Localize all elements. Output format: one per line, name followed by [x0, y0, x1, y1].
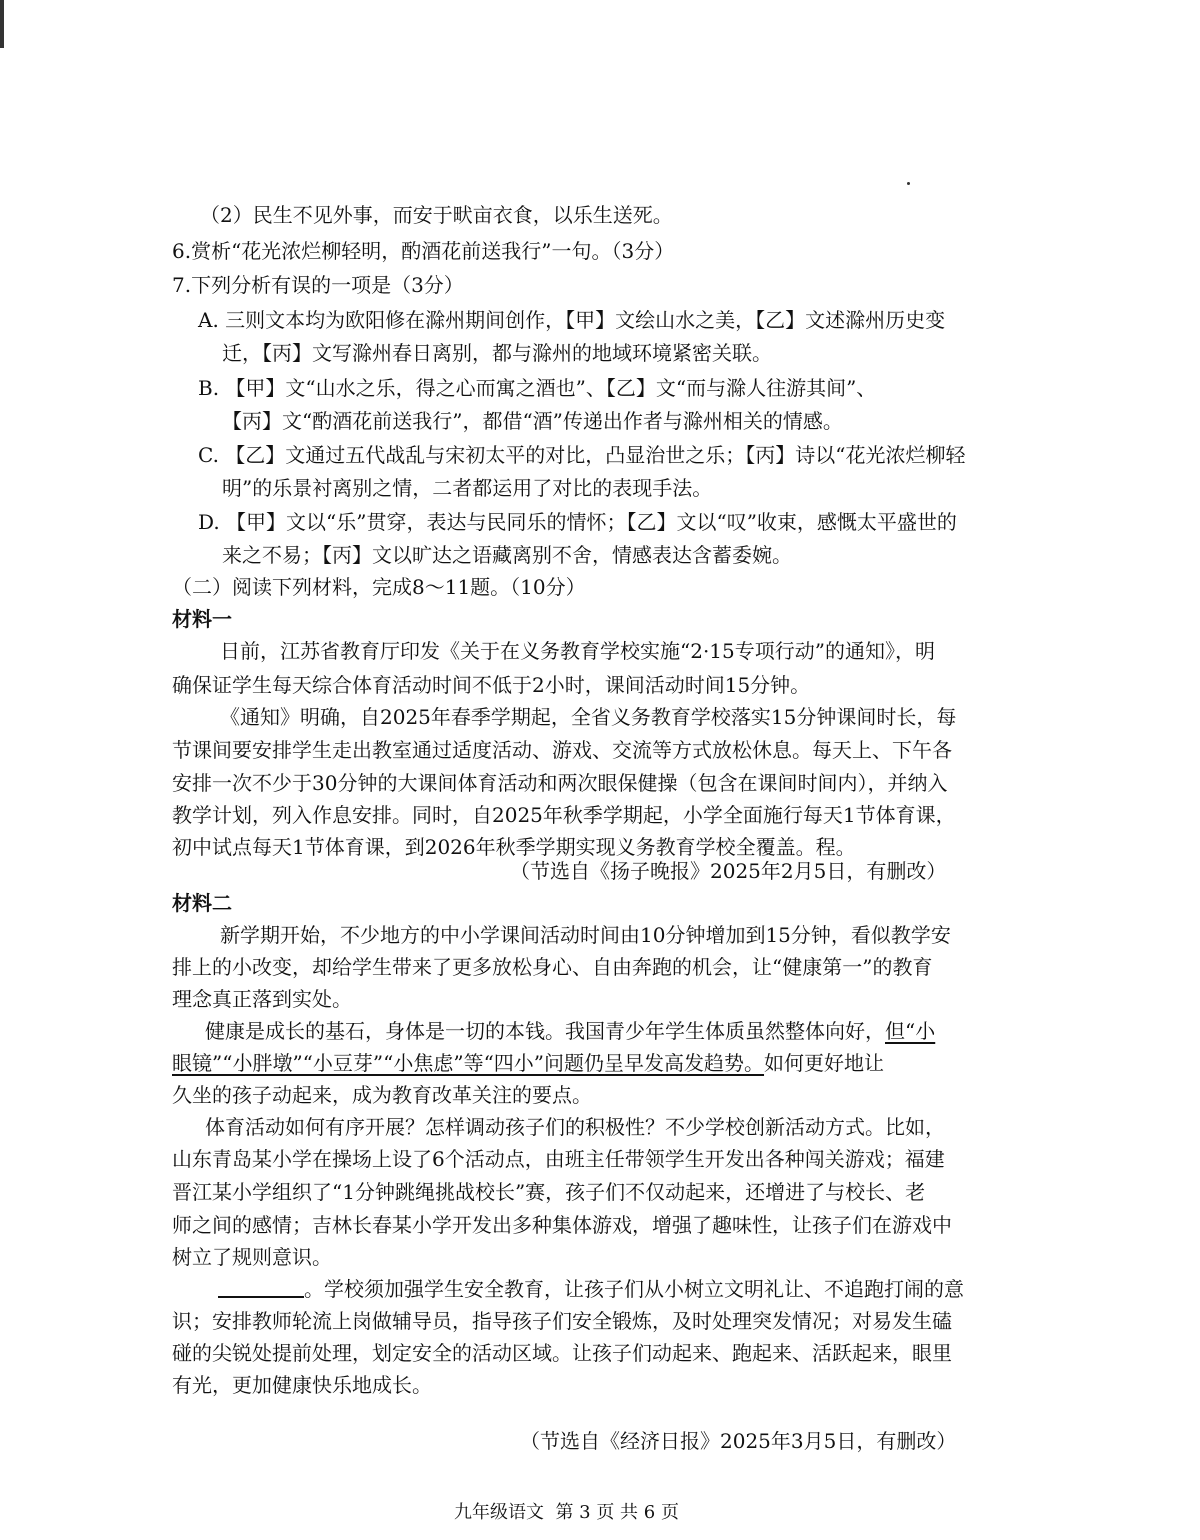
material-two-line: 晋江某小学组织了“1分钟跳绳挑战校长”赛，孩子们不仅动起来，还增进了与校长、老: [172, 1180, 926, 1204]
material-two-line: 体育活动如何有序开展？怎样调动孩子们的积极性？不少学校创新活动方式。比如，: [205, 1115, 945, 1139]
material-one-source: （节选自《扬子晚报》2025年2月5日，有删改）: [510, 859, 947, 883]
material-two-line: 理念真正落到实处。: [172, 987, 352, 1011]
fill-in-blank[interactable]: [218, 1274, 304, 1298]
option-b-line1: B. 【甲】文“山水之乐，得之心而寓之酒也”、【乙】文“而与滁人往游其间”、: [198, 376, 877, 400]
material-two-line: 有光，更加健康快乐地成长。: [172, 1373, 432, 1397]
material-two-line: 排上的小改变，却给学生带来了更多放松身心、自由奔跑的机会，让“健康第一”的教育: [172, 955, 933, 979]
material-two-line: 师之间的感情；吉林长春某小学开发出多种集体游戏，增强了趣味性，让孩子们在游戏中: [172, 1213, 952, 1237]
material-two-text: 如何更好地让: [764, 1051, 885, 1075]
option-d-line2: 来之不易；【丙】文以旷达之语藏离别不舍，情感表达含蓄委婉。: [222, 543, 792, 567]
page-footer: 九年级语文 第 3 页 共 6 页: [454, 1502, 679, 1523]
option-c-line2: 明”的乐景衬离别之情，二者都运用了对比的表现手法。: [222, 476, 713, 500]
material-two-line: [218, 1274, 964, 1304]
material-two-line: 树立了规则意识。: [172, 1245, 332, 1269]
material-two-line: 久坐的孩子动起来，成为教育改革关注的要点。: [172, 1083, 592, 1107]
underlined-sentence: 但“小: [885, 1019, 936, 1043]
section-two-heading: （二）阅读下列材料，完成8～11题。（10分）: [172, 575, 586, 599]
option-b-line2: 【丙】文“酌酒花前送我行”，都借“酒”传递出作者与滁州相关的情感。: [222, 409, 843, 433]
material-two-line: [205, 1016, 935, 1046]
material-one-title: 材料一: [172, 607, 232, 631]
material-one-line: 教学计划，列入作息安排。同时，自2025年秋季学期起，小学全面施行每天1节体育课，: [172, 803, 956, 827]
underlined-sentence: 眼镜”“小胖墩”“小豆芽”“小焦虑”等“四小”问题仍呈早发高发趋势。: [172, 1051, 765, 1075]
option-c-line1: C. 【乙】文通过五代战乱与宋初太平的对比，凸显治世之乐；【丙】诗以“花光浓烂柳轻: [198, 443, 966, 467]
material-two-source: （节选自《经济日报》2025年3月5日，有删改）: [520, 1429, 957, 1453]
material-two-line: [172, 1048, 884, 1078]
material-one-line: 日前，江苏省教育厅印发《关于在义务教育学校实施“2·15专项行动”的通知》，明: [220, 639, 935, 663]
material-two-line: 山东青岛某小学在操场上设了6个活动点，由班主任带领学生开发出各种闯关游戏；福建: [172, 1147, 945, 1171]
material-two-text: 。学校须加强学生安全教育，让孩子们从小树立文明礼让、不追跑打闹的意: [304, 1277, 964, 1301]
material-two-title: 材料二: [172, 891, 232, 915]
option-a-line1: A. 三则文本均为欧阳修在滁州期间创作，【甲】文绘山水之美，【乙】文述滁州历史变: [198, 308, 946, 332]
material-one-line: 初中试点每天1节体育课，到2026年秋季学期实现义务教育学校全覆盖。程。: [172, 835, 856, 859]
material-one-line: 《通知》明确，自2025年春季学期起，全省义务教育学校落实15分钟课间时长，每: [220, 705, 957, 729]
material-one-line: 节课间要安排学生走出教室通过适度活动、游戏、交流等方式放松休息。每天上、下午各: [172, 738, 952, 762]
question-7: 7.下列分析有误的一项是（3分）: [172, 273, 464, 297]
material-two-line: 碰的尖锐处提前处理，划定安全的活动区域。让孩子们动起来、跑起来、活跃起来，眼里: [172, 1341, 952, 1365]
material-two-line: 新学期开始，不少地方的中小学课间活动时间由10分钟增加到15分钟，看似教学安: [220, 923, 951, 947]
option-a-line2: 迁，【丙】文写滁州春日离别，都与滁州的地域环境紧密关联。: [222, 341, 772, 365]
material-one-line: 安排一次不少于30分钟的大课间体育活动和两次眼保健操（包含在课间时间内），并纳入: [172, 771, 948, 795]
material-two-text: 健康是成长的基石，身体是一切的本钱。我国青少年学生体质虽然整体向好，: [205, 1019, 885, 1043]
scan-dot: [907, 182, 910, 185]
translation-line-2: （2）民生不见外事，而安于畎亩衣食，以乐生送死。: [200, 203, 673, 227]
material-one-line: 确保证学生每天综合体育活动时间不低于2小时，课间活动时间15分钟。: [172, 673, 811, 697]
scan-edge-mark: [0, 0, 4, 48]
material-two-line: 识；安排教师轮流上岗做辅导员，指导孩子们安全锻炼，及时处理突发情况；对易发生磕: [172, 1309, 952, 1333]
option-d-line1: D. 【甲】文以“乐”贯穿，表达与民同乐的情怀；【乙】文以“叹”收束，感慨太平盛世的: [198, 510, 957, 534]
question-6: 6.赏析“花光浓烂柳轻明，酌酒花前送我行”一句。（3分）: [172, 239, 675, 263]
